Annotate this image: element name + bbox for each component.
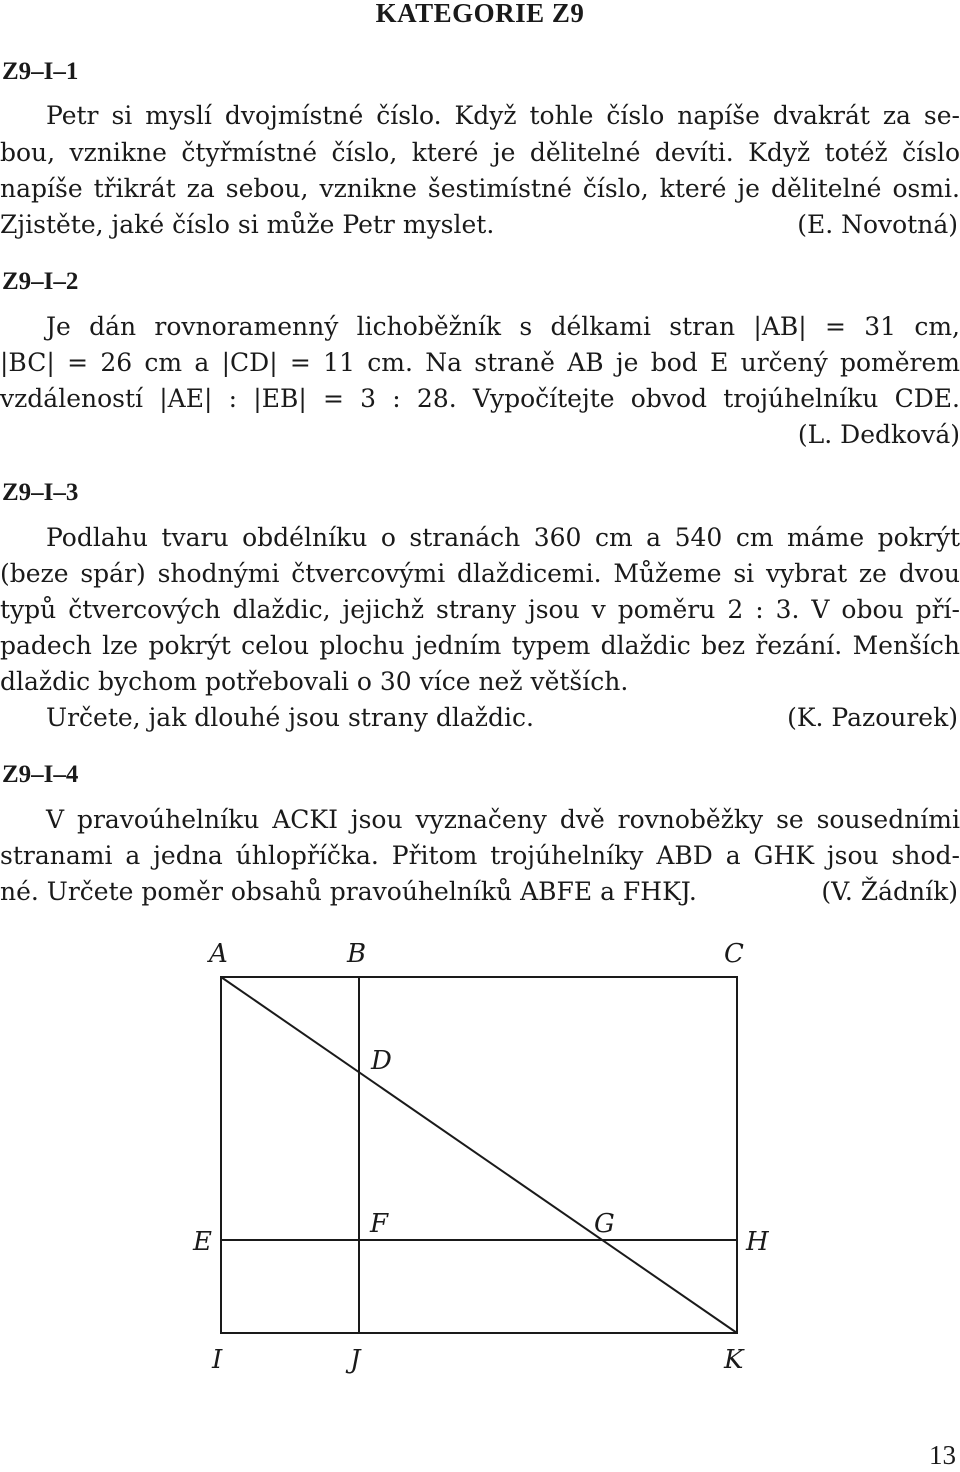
label-K: K: [724, 1345, 744, 1375]
problem-2-line-1: Je dán rovnoramenný lichoběžník s délkami stran |AB| = 31 cm,: [46, 312, 960, 341]
problem-1-line-3: napíše třikrát za sebou, vznikne šestimístné číslo, které je dělitelné osmi.: [0, 174, 960, 203]
label-E: E: [193, 1227, 212, 1257]
problem-3-line-1: Podlahu tvaru obdélníku o stranách 360 cm a 540 cm máme pokrýt: [46, 523, 960, 552]
label-D: D: [371, 1046, 392, 1076]
problem-3-line-2: (beze spár) shodnými čtvercovými dlaždicemi. Můžeme si vybrat ze dvou: [0, 559, 960, 588]
problem-1-author: (E. Novotná): [797, 210, 958, 239]
label-A: A: [209, 939, 228, 969]
page-heading: KATEGORIE Z9: [375, 0, 585, 28]
problem-3-author: (K. Pazourek): [787, 703, 958, 732]
problem-4-id: Z9–I–4: [2, 761, 79, 788]
label-C: C: [724, 939, 744, 969]
label-I: I: [212, 1345, 223, 1375]
label-H: H: [746, 1227, 769, 1257]
problem-2-id: Z9–I–2: [2, 268, 79, 295]
problem-1-line-1: Petr si myslí dvojmístné číslo. Když tohle číslo napíše dvakrát za se-: [46, 101, 960, 130]
page-number: 13: [929, 1440, 956, 1470]
problem-4-line-1: V pravoúhelníku ACKI jsou vyznačeny dvě rovnoběžky se sousedními: [46, 805, 960, 834]
problem-4-text: né. Určete poměr obsahů pravoúhelníků ABFE a FHKJ.: [0, 877, 697, 906]
problem-4-author: (V. Žádník): [821, 877, 958, 906]
problem-2-line-2: |BC| = 26 cm a |CD| = 11 cm. Na straně AB je bod E určený poměrem: [0, 348, 960, 377]
diagonal-AK: [221, 977, 737, 1333]
label-J: J: [350, 1345, 361, 1375]
problem-2-line-3: vzdáleností |AE| : |EB| = 3 : 28. Vypočítejte obvod trojúhelníku CDE.: [0, 384, 960, 413]
problem-3-line-3: typů čtvercových dlaždic, jejichž strany jsou v poměru 2 : 3. V obou pří-: [0, 595, 960, 624]
problem-1-line-2: bou, vznikne čtyřmístné číslo, které je dělitelné devíti. Když totéž číslo: [0, 138, 960, 167]
problem-1-text: Zjistěte, jaké číslo si může Petr myslet.: [0, 210, 495, 239]
label-F: F: [370, 1209, 389, 1239]
problem-3-text: Určete, jak dlouhé jsou strany dlaždic.: [46, 703, 534, 732]
label-G: G: [594, 1209, 615, 1239]
problem-3-line-5: dlaždic bychom potřebovali o 30 více než větších.: [0, 667, 629, 696]
problem-4-line-2: stranami a jedna úhlopříčka. Přitom trojúhelníky ABD a GHK jsou shod-: [0, 841, 960, 870]
problem-3-id: Z9–I–3: [2, 479, 79, 506]
label-B: B: [347, 939, 367, 969]
problem-1-id: Z9–I–1: [2, 58, 79, 85]
problem-3-line-4: padech lze pokrýt celou plochu jedním typem dlaždic bez řezání. Menších: [0, 631, 960, 660]
problem-2-author: (L. Dedková): [797, 420, 960, 449]
